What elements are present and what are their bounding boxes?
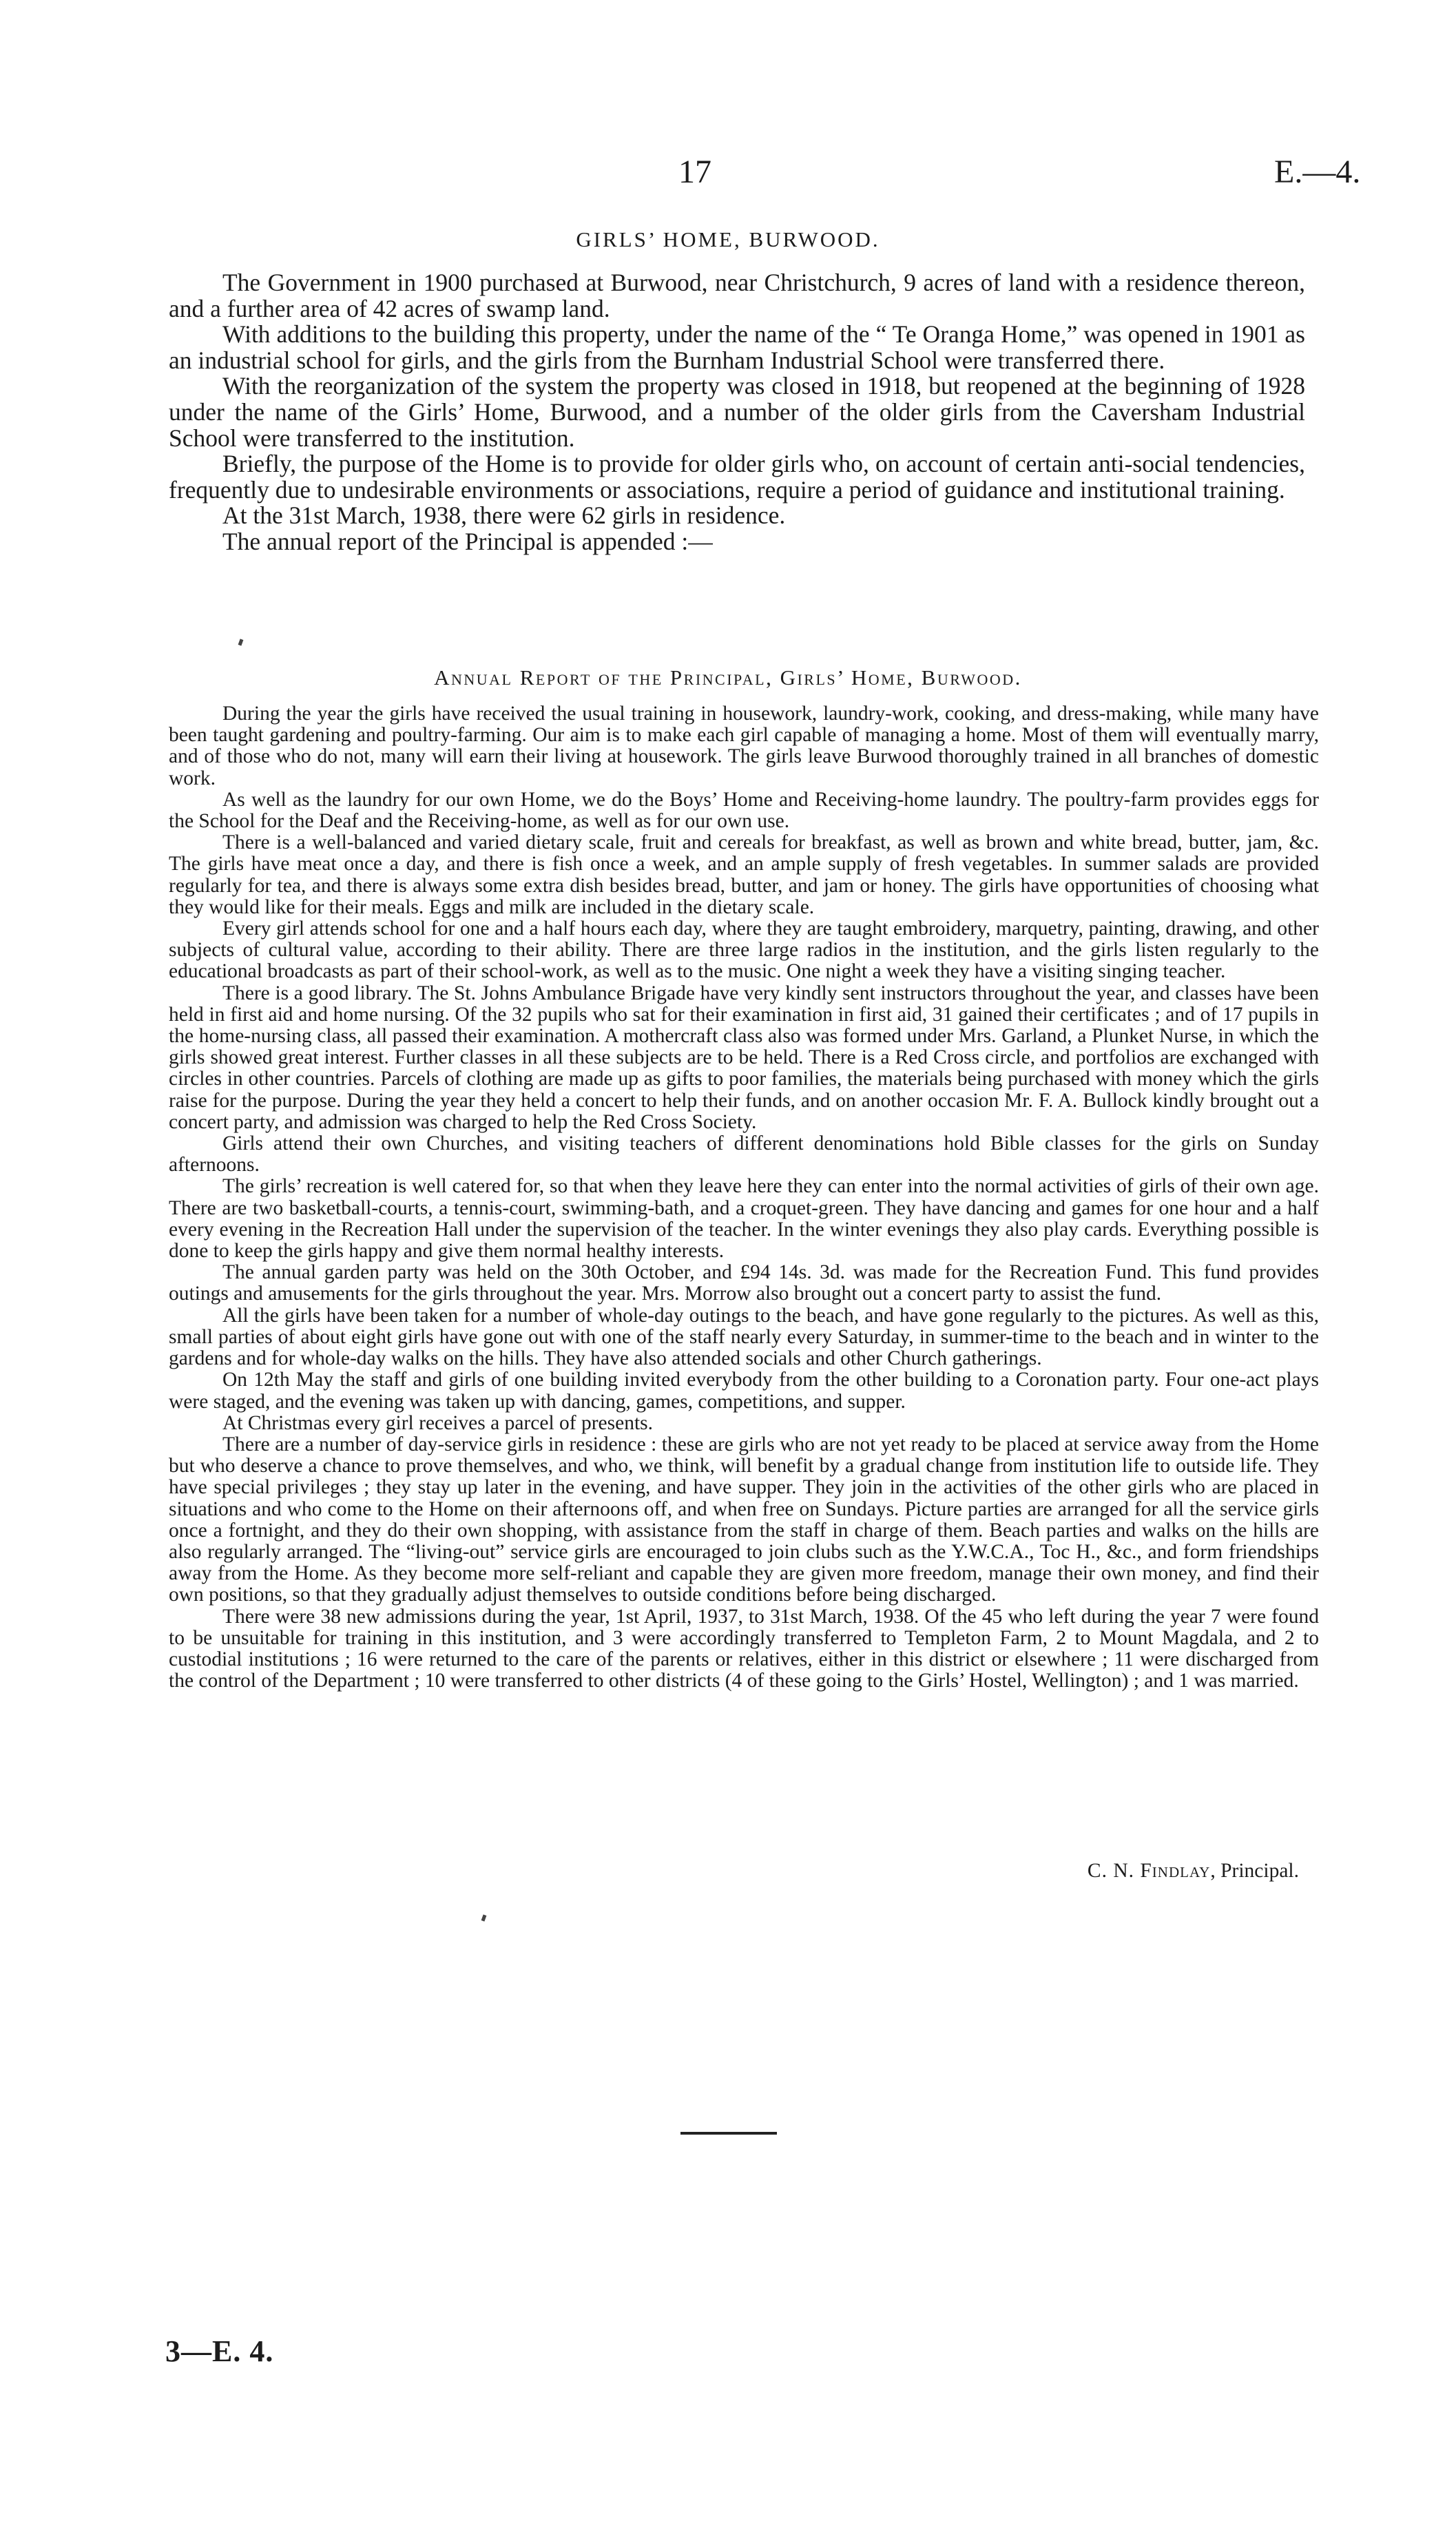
report-paragraph: There is a good library. The St. Johns Ambulance Brigade have very kindly sent instructors throughout the year, and classes have been held in first aid and home nursing. Of the 32 pupils who sat for their examination in first aid, 31 gained their certificates ; and of 17 pupils in the home-nursing class, all passed their examination. A mothercraft class also was formed under Mrs. Garland, a Plunket Nurse, in which the girls showed great interest. Further classes in all these subjects are to be held. There is a Red Cross circle, and portfolios are exchanged with circles in other countries. Parcels of clothing are made up as gifts to poor families, the materials being purchased with money which the girls raise for the purpose. During the year they held a concert to help their funds, and on another occasion Mr. F. A. Bullock kindly brought out a concert party, and admission was charged to help the Red Cross Society. xyxy=(169,982,1319,1133)
intro-paragraph: At the 31st March, 1938, there were 62 girls in residence. xyxy=(222,501,786,530)
report-paragraph: On 12th May the staff and girls of one building invited everybody from the other building to a Coronation party. Four one-act plays were staged, and the evening was taken up with dancing, games, competitions, and supper. xyxy=(169,1369,1319,1413)
print-speck xyxy=(481,1914,487,1921)
intro-paragraph: The annual report of the Principal is appended :— xyxy=(222,527,713,555)
intro-paragraph: Briefly, the purpose of the Home is to provide for older girls who, on account of certain anti-social tendencies, frequently due to undesirable environments or associations, require a period of guidance and institutional training. xyxy=(169,450,1305,504)
page-number: 17 xyxy=(678,154,711,190)
section-divider xyxy=(680,2132,777,2135)
report-paragraph: Girls attend their own Churches, and visiting teachers of different denominations hold Bible classes for the girls on Sunday afternoons. xyxy=(169,1132,1319,1176)
intro-paragraph: The Government in 1900 purchased at Burwood, near Christchurch, 9 acres of land with a residence thereon, and a further area of 42 acres of swamp land. xyxy=(169,269,1305,322)
report-paragraph: As well as the laundry for our own Home, we do the Boys’ Home and Receiving-home laundry. The poultry-farm provides eggs for the School for the Deaf and the Receiving-home, as well as for our own use. xyxy=(169,788,1319,833)
report-heading: Annual Report of the Principal, Girls’ Home, Burwood. xyxy=(434,665,1022,689)
intro-paragraph: With additions to the building this property, under the name of the “ Te Oranga Home,” was opened in 1901 as an industrial school for girls, and the girls from the Burnham Industrial School were transferred there. xyxy=(169,320,1305,374)
report-paragraph: There is a well-balanced and varied dietary scale, fruit and cereals for breakfast, as well as brown and white bread, butter, jam, &c. The girls have meat once a day, and there is fish once a week, and an ample supply of fresh vegetables. In summer salads are provided regularly for tea, and there is always some extra dish besides bread, butter, and jam or honey. The girls have opportunities of choosing what they would like for their meals. Eggs and milk are included in the dietary scale. xyxy=(169,831,1319,918)
print-speck xyxy=(238,639,244,645)
intro-paragraph: With the reorganization of the system the property was closed in 1918, but reopened at the beginning of 1928 under the name of the Girls’ Home, Burwood, and a number of the older girls from the Caversham Industrial School were transferred to the institution. xyxy=(169,372,1305,452)
intro-text xyxy=(169,270,1305,555)
section-title: GIRLS’ HOME, BURWOOD. xyxy=(576,227,880,251)
report-paragraph: There are a number of day-service girls in residence : these are girls who are not yet ready to be placed at service away from the Home but who deserve a chance to prove themselves, and who, we think, will benefit by a gradual change from institution life to outside life. They have special privileges ; they stay up later in the evening, and have supper. They join in the activities of the other girls who are placed in situations and who come to the Home on their afternoons off, and when free on Sundays. Picture parties are arranged for all the service girls once a fortnight, and they do their own shopping, with assistance from the staff in charge of them. Beach parties and walks on the hills are also regularly arranged. The “living-out” service girls are encouraged to join clubs such as the Y.W.C.A., Toc H., &c., and form friendships away from the Home. As they become more self-reliant and capable they are given more freedom, manage their own money, and find their own positions, so that they gradually adjust themselves to outside conditions before being discharged. xyxy=(169,1433,1319,1606)
report-paragraph: During the year the girls have received the usual training in housework, laundry-work, cooking, and dress-making, while many have been taught gardening and poultry-farming. Our aim is to make each girl capable of managing a home. Most of them will eventually marry, and of those who do not, many will earn their living at housework. The girls leave Burwood thoroughly trained in all branches of domestic work. xyxy=(169,703,1319,789)
report-paragraph: The annual garden party was held on the 30th October, and £94 14s. 3d. was made for the Recreation Fund. This fund provides outings and amusements for the girls throughout the year. Mrs. Morrow also brought out a concert party to assist the fund. xyxy=(169,1261,1319,1305)
footer-reference: 3—E. 4. xyxy=(165,2334,274,2368)
report-paragraph: The girls’ recreation is well catered for, so that when they leave here they can enter into the normal activities of girls of their own age. There are two basketball-courts, a tennis-court, swimming-bath, and a croquet-green. They have dancing and games for one hour and a half every evening in the Recreation Hall under the supervision of the teacher. In the winter evenings they also play cards. Everything possible is done to keep the girls happy and give them normal healthy interests. xyxy=(169,1175,1319,1263)
signature-name: C. N. Findlay xyxy=(1087,1860,1211,1882)
report-text xyxy=(169,703,1319,1692)
signature-title: , Principal. xyxy=(1210,1860,1299,1882)
report-paragraph: There were 38 new admissions during the year, 1st April, 1937, to 31st March, 1938. Of the 45 who left during the year 7 were found to be unsuitable for training in this institution, and 3 were accordingly transferred to Templeton Farm, 2 to Mount Magdala, and 2 to custodial institutions ; 16 were returned to the care of the parents or relatives, either in this district or elsewhere ; 11 were discharged from the control of the Department ; 10 were transferred to other districts (4 of these going to the Girls’ Hostel, Wellington) ; and 1 was married. xyxy=(169,1605,1319,1692)
signature xyxy=(1088,1860,1299,1883)
report-paragraph: All the girls have been taken for a number of whole-day outings to the beach, and have gone regularly to the pictures. As well as this, small parties of about eight girls have gone out with one of the staff nearly every Saturday, in summer-time to the beach and in winter to the gardens and for whole-day walks on the hills. They have also attended socials and other Church gatherings. xyxy=(169,1304,1319,1370)
report-paragraph: At Christmas every girl receives a parcel of presents. xyxy=(222,1411,654,1434)
document-reference: E.—4. xyxy=(1274,154,1361,190)
report-paragraph: Every girl attends school for one and a half hours each day, where they are taught embroidery, marquetry, painting, drawing, and other subjects of cultural value, according to their ability. There are three large radios in the institution, and the girls listen regularly to the educational broadcasts as part of their school-work, as well as to the music. One night a week they have a visiting singing teacher. xyxy=(169,917,1319,983)
